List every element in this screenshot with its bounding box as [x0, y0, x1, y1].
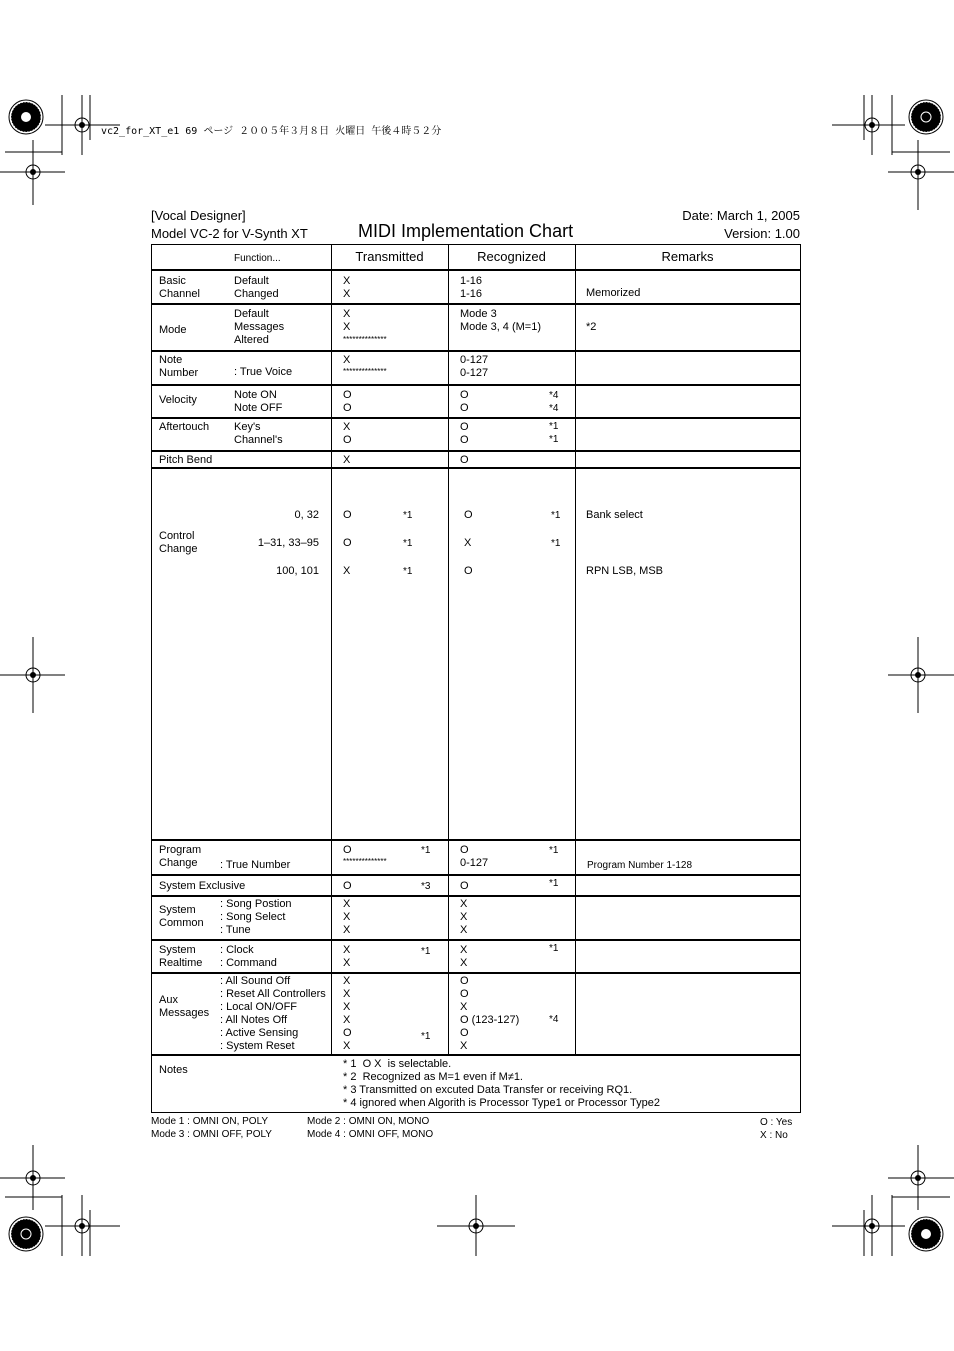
- cc-tx: O: [343, 509, 352, 521]
- cc-remarks: RPN LSB, MSB: [586, 565, 664, 577]
- notes-text: * 1 O X is selectable. * 2 Recognized as M=1 even if M≠1. * 3 Transmitted on excuted Data Transfer or receiving RQ1. * 4 ignored when Algorith is Processor Type1 or Processor Type2: [343, 1058, 660, 1109]
- row-label-mode: Mode: [159, 324, 187, 336]
- aftertouch-rx: O O: [460, 421, 469, 446]
- row-label-aux-messages: Aux Messages: [159, 994, 210, 1019]
- legend-no: X : No: [760, 1130, 788, 1141]
- cc-tx-note: *1: [403, 566, 413, 577]
- basic-channel-remarks: Memorized: [586, 287, 641, 299]
- footer-mode-1: Mode 1 : OMNI ON, POLY: [151, 1116, 269, 1127]
- row-label-system-realtime: System Realtime: [159, 944, 203, 969]
- mode-rx: Mode 3 Mode 3, 4 (M=1): [460, 308, 542, 333]
- program-change-sub: : True Number: [220, 859, 291, 871]
- cc-number: 0, 32: [294, 509, 319, 521]
- system-exclusive-rx-note: *1: [549, 878, 559, 889]
- cc-rx: X: [464, 537, 472, 549]
- mode-tx-stars: **************: [343, 335, 387, 344]
- row-label-basic-channel: Basic Channel: [159, 275, 200, 300]
- mode-tx: X X: [343, 308, 351, 333]
- aftertouch-sub: Key's Channel's: [234, 421, 283, 446]
- cc-rx: O: [464, 509, 473, 521]
- cc-tx: X: [343, 565, 351, 577]
- chart-version: Version: 1.00: [724, 226, 800, 241]
- col-header-transmitted: Transmitted: [355, 249, 424, 264]
- system-realtime-tx: X X: [343, 944, 351, 969]
- system-realtime-rx: X X: [460, 944, 468, 969]
- note-number-sub: : True Voice: [234, 366, 293, 378]
- program-change-tx-note: *1: [421, 845, 431, 856]
- velocity-tx: O O: [343, 389, 352, 414]
- program-change-rx-note: *1: [549, 845, 559, 856]
- cc-tx: O: [343, 537, 352, 549]
- system-realtime-tx-note: *1: [421, 946, 431, 957]
- row-label-system-exclusive: System Exclusive: [159, 880, 246, 892]
- velocity-rx: O O: [460, 389, 469, 414]
- aux-messages-tx: X X X X O X: [343, 975, 352, 1052]
- footer-mode-4: Mode 4 : OMNI OFF, MONO: [307, 1129, 434, 1140]
- row-label-aftertouch: Aftertouch: [159, 421, 210, 433]
- legend-yes: O : Yes: [760, 1117, 793, 1128]
- note-number-tx: X: [343, 354, 351, 366]
- system-common-rx: X X X: [460, 898, 468, 936]
- footer-mode-3: Mode 3 : OMNI OFF, POLY: [151, 1129, 272, 1140]
- col-header-function: Function...: [234, 253, 281, 264]
- aux-messages-rx-note: *4: [549, 1014, 559, 1025]
- row-label-system-common: System Common: [159, 904, 204, 929]
- program-change-tx-stars: **************: [343, 857, 387, 866]
- row-label-program-change: Program Change: [159, 844, 202, 869]
- mode-remarks: *2: [586, 321, 597, 333]
- cc-tx-note: *1: [403, 538, 413, 549]
- cc-rx-note: *1: [551, 538, 561, 549]
- cc-remarks: Bank select: [586, 509, 643, 521]
- row-label-velocity: Velocity: [159, 394, 197, 406]
- row-label-notes: Notes: [159, 1064, 188, 1076]
- system-realtime-sub: : Clock : Command: [220, 944, 277, 969]
- print-slug: vc2_for_XT_e1 69 ページ ２００５年３月８日 火曜日 午後４時５２分: [101, 126, 442, 137]
- page-title: MIDI Implementation Chart: [358, 221, 574, 241]
- cc-number: 1–31, 33–95: [257, 537, 319, 549]
- velocity-sub: Note ON Note OFF: [234, 389, 283, 414]
- col-header-recognized: Recognized: [477, 249, 546, 264]
- cc-tx-note: *1: [403, 510, 413, 521]
- aux-messages-sub: : All Sound Off : Reset All Controllers : Local ON/OFF : All Notes Off : Active Sensing : System Reset: [220, 975, 326, 1052]
- pitch-bend-tx: X: [343, 454, 351, 466]
- row-label-note-number: Note Number: [159, 354, 199, 379]
- program-change-rx: O 0-127: [460, 844, 489, 869]
- system-realtime-rx-note: *1: [549, 943, 559, 954]
- aftertouch-rx-note: *1 *1: [549, 421, 559, 445]
- program-change-tx: O: [343, 844, 352, 856]
- row-label-control-change: Control Change: [159, 530, 198, 555]
- mode-sub: Default Messages Altered: [234, 308, 285, 346]
- basic-channel-sub: Default Changed: [234, 275, 279, 300]
- model-name: Model VC-2 for V-Synth XT: [151, 226, 308, 241]
- velocity-rx-note: *4 *4: [549, 390, 559, 414]
- pitch-bend-rx: O: [460, 454, 469, 466]
- note-number-rx: 0-127 0-127: [460, 354, 489, 379]
- basic-channel-rx: 1-16 1-16: [460, 275, 483, 300]
- system-exclusive-rx: O: [460, 880, 469, 892]
- cc-rx: O: [464, 565, 473, 577]
- system-exclusive-tx: O: [343, 880, 352, 892]
- program-change-remarks: Program Number 1-128: [587, 860, 693, 871]
- system-common-sub: : Song Postion : Song Select : Tune: [220, 898, 292, 936]
- system-exclusive-tx-note: *3: [421, 881, 431, 892]
- aftertouch-tx: X O: [343, 421, 352, 446]
- aux-messages-tx-note: *1: [421, 1031, 431, 1042]
- footer-mode-2: Mode 2 : OMNI ON, MONO: [307, 1116, 430, 1127]
- basic-channel-tx: X X: [343, 275, 351, 300]
- system-common-tx: X X X: [343, 898, 351, 936]
- chart-date: Date: March 1, 2005: [682, 208, 800, 223]
- col-header-remarks: Remarks: [661, 249, 714, 264]
- aux-messages-rx: O O X O (123-127) O X: [460, 975, 520, 1052]
- row-label-pitch-bend: Pitch Bend: [159, 454, 213, 466]
- cc-number: 100, 101: [276, 565, 319, 577]
- note-number-tx-stars: **************: [343, 367, 387, 376]
- cc-rx-note: *1: [551, 510, 561, 521]
- product-name: [Vocal Designer]: [151, 208, 246, 223]
